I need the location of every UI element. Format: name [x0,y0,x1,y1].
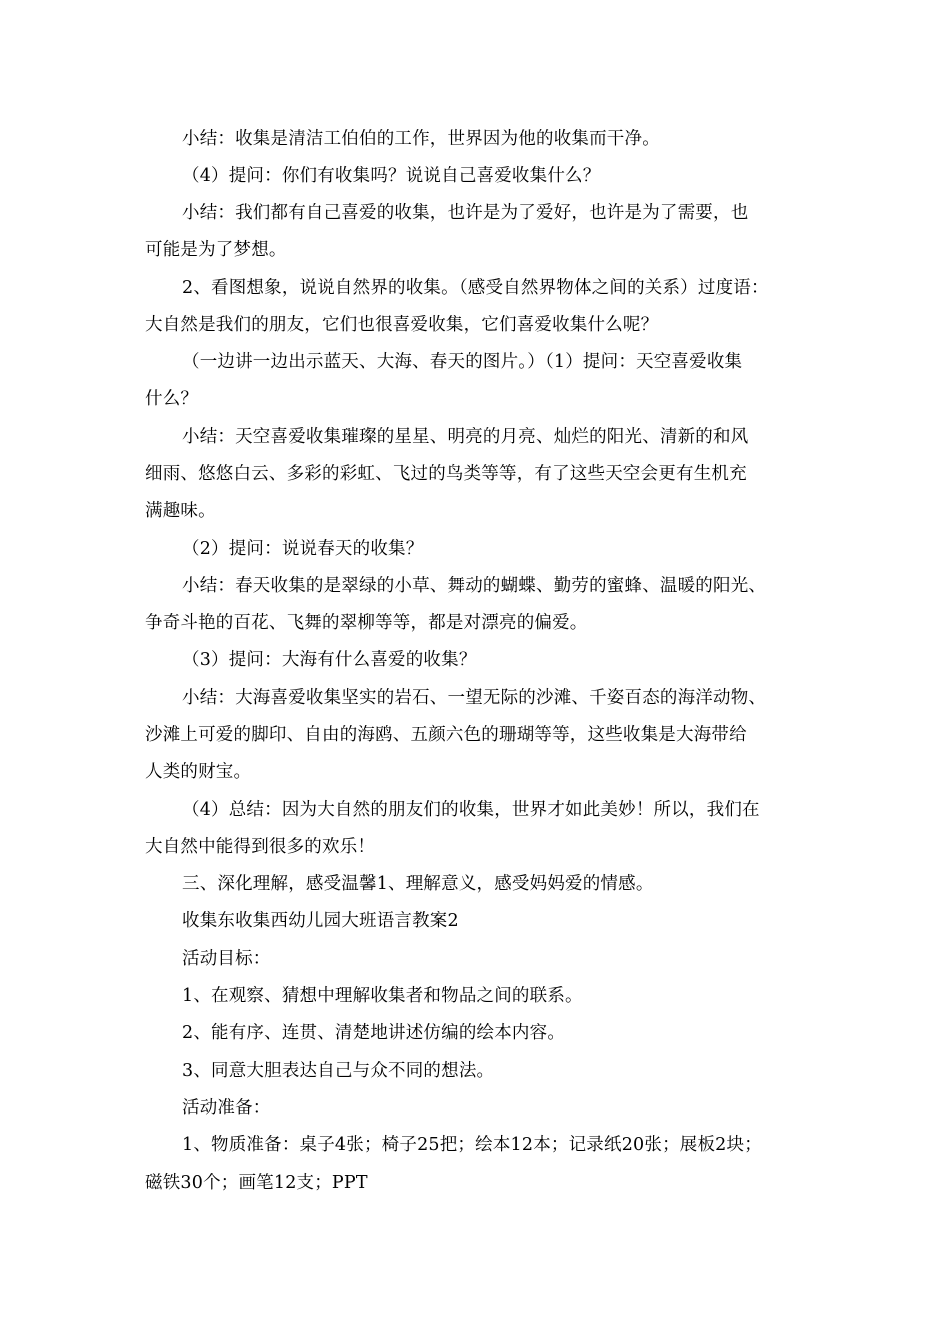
text-line: 小结：春天收集的是翠绿的小草、舞动的蝴蝶、勤劳的蜜蜂、温暖的阳光、 [182,576,767,596]
text-line: 满趣味。 [145,501,216,521]
text-line: 什么？ [145,389,199,409]
text-line: （一边讲一边出示蓝天、大海、春天的图片。）（1）提问：天空喜爱收集 [182,352,743,372]
text-line: 大自然中能得到很多的欢乐！ [145,837,376,857]
text-line: （4）总结：因为大自然的朋友们的收集，世界才如此美妙！所以，我们在 [182,800,760,820]
text-line: 2、看图想象，说说自然界的收集。（感受自然界物体之间的关系）过度语： [182,278,769,298]
text-line: 小结：收集是清洁工伯伯的工作，世界因为他的收集而干净。 [182,129,660,149]
text-line: 2、能有序、连贯、清楚地讲述仿编的绘本内容。 [182,1023,566,1043]
text-line: 可能是为了梦想。 [145,240,287,260]
text-line: 沙滩上可爱的脚印、自由的海鸥、五颜六色的珊瑚等等，这些收集是大海带给 [145,725,747,745]
text-line: 收集东收集西幼儿园大班语言教案2 [182,911,459,931]
text-line: 细雨、悠悠白云、多彩的彩虹、飞过的鸟类等等，有了这些天空会更有生机充 [145,464,747,484]
text-line: 小结：我们都有自己喜爱的收集，也许是为了爱好，也许是为了需要，也 [182,203,749,223]
text-line: 磁铁30个；画笔12支；PPT [145,1173,368,1193]
text-line: 1、在观察、猜想中理解收集者和物品之间的联系。 [182,986,583,1006]
text-line: 活动目标： [182,949,271,969]
text-line: 活动准备： [182,1098,271,1118]
text-line: 小结：大海喜爱收集坚实的岩石、一望无际的沙滩、千姿百态的海洋动物、 [182,688,767,708]
text-line: 大自然是我们的朋友，它们也很喜爱收集，它们喜爱收集什么呢？ [145,315,659,335]
text-line: 小结：天空喜爱收集璀璨的星星、明亮的月亮、灿烂的阳光、清新的和风 [182,427,749,447]
text-line: （3）提问：大海有什么喜爱的收集？ [182,650,477,670]
text-line: 3、同意大胆表达自己与众不同的想法。 [182,1061,495,1081]
text-line: （4）提问：你们有收集吗？说说自己喜爱收集什么？ [182,166,601,186]
text-line: （2）提问：说说春天的收集？ [182,539,424,559]
text-line: 争奇斗艳的百花、飞舞的翠柳等等，都是对漂亮的偏爱。 [145,613,588,633]
text-line: 人类的财宝。 [145,762,252,782]
text-line: 1、物质准备：桌子4张；椅子25把；绘本12本；记录纸20张；展板2块； [182,1135,762,1155]
text-line: 三、深化理解，感受温馨1、理解意义，感受妈妈爱的情感。 [182,874,654,894]
